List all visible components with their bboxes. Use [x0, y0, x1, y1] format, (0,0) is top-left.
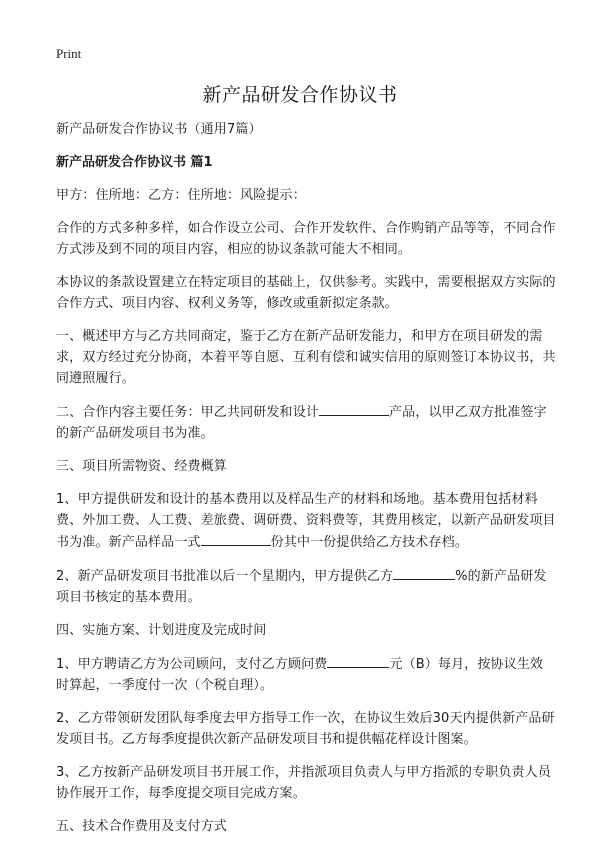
document-subtitle: 新产品研发合作协议书（通用7篇） — [56, 122, 262, 137]
paragraph-overview: 一、概述甲方与乙方共同商定，鉴于乙方在新产品研发能力，和甲方在项目研发的需求，双方经过充分协商，本着平等自愿、互利有偿和诚实信用的原则签订本协议书，共同遵照履行。 — [56, 329, 556, 386]
paragraph-consultant-fee — [56, 653, 556, 696]
text-segment: 二、合作内容主要任务：甲乙共同研发和设计 — [56, 405, 320, 420]
text-segment: 产品，以甲乙双方批准签字的新产品研发项目书为准。 — [56, 405, 547, 441]
paragraph-quarterly-guidance: 2、乙方带领研发团队每季度去甲方指导工作一次，在协议生效后30天内提供新产品研发项目书。乙方每季度提供次新产品研发项目书和提供幅花样设计图案。 — [56, 711, 555, 747]
document-body — [56, 119, 556, 849]
paragraph-basic-costs — [56, 489, 556, 553]
paragraph-clause-notice: 本协议的条款设置建立在特定项目的基础上，仅供参考。实践中，需要根据双方实际的合作方式、项目内容、权利义务等，修改或重新拟定条款。 — [56, 275, 556, 311]
paragraph-cooperation-methods: 合作的方式多种多样，如合作设立公司、合作开发软件、合作购销产品等等，不同合作方式涉及到不同的项目内容，相应的协议条款可能大不相同。 — [56, 221, 556, 257]
document-title: 新产品研发合作协议书 — [202, 84, 398, 106]
section-heading-implementation: 四、实施方案、计划进度及完成时间 — [56, 623, 267, 638]
paragraph-funding-after-approval — [56, 565, 556, 608]
section-heading-materials: 三、项目所需物资、经费概算 — [56, 459, 227, 474]
paragraph-cooperation-content — [56, 401, 556, 444]
text-segment: 元（B）每月，按协议生效时算起，一季度付一次（个税自理）。 — [56, 657, 544, 693]
text-segment: 1、甲方聘请乙方为公司顾问，支付乙方顾问费 — [56, 657, 328, 672]
text-segment: 1、甲方提供研发和设计的基本费用以及样品生产的材料和场地。基本费用包括材料费、外加工费、人工费、差旅费、调研费、资料费等，其费用核定，以新产品研发项目书为准。新产品样品一式 — [56, 492, 556, 550]
parties-line: 甲方：住所地：乙方：住所地：风险提示： — [56, 188, 306, 203]
section-heading: 新产品研发合作协议书 篇1 — [56, 155, 213, 170]
section-heading-payment: 五、技术合作费用及支付方式 — [56, 819, 227, 834]
text-segment: 份其中一份提供给乙方技术存档。 — [270, 535, 468, 550]
fill-in-blank[interactable] — [393, 565, 455, 580]
fill-in-blank[interactable] — [319, 401, 389, 416]
fill-in-blank[interactable] — [327, 653, 389, 668]
text-segment: %的新产品研发项目书核定的基本费用。 — [56, 569, 547, 605]
paragraph-project-execution: 3、乙方按新产品研发项目书开展工作，并指派项目负责人与甲方指派的专职负责人员协作展开工作，每季度提交项目完成方案。 — [56, 765, 551, 801]
text-segment: 2、新产品研发项目书批准以后一个星期内，甲方提供乙方 — [56, 569, 394, 584]
fill-in-blank[interactable] — [201, 531, 271, 546]
print-label: Print — [56, 46, 82, 61]
